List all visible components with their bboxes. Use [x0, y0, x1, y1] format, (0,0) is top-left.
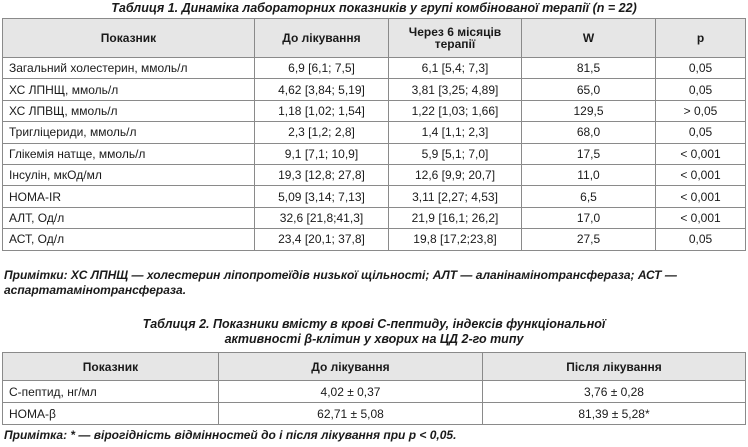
cell-indicator: ХС ЛПНЩ, ммоль/л — [3, 79, 255, 100]
cell-p: < 0,001 — [656, 207, 746, 228]
cell-p: < 0,001 — [656, 186, 746, 207]
cell-before: 2,3 [1,2; 2,8] — [255, 122, 389, 143]
cell-after: 1,22 [1,03; 1,66] — [389, 100, 522, 121]
table-row — [3, 79, 746, 100]
cell-before: 4,02 ± 0,37 — [219, 381, 483, 403]
lab-dynamics-table — [2, 18, 746, 251]
table1-header-row — [3, 19, 746, 58]
cell-indicator: АЛТ, Од/л — [3, 207, 255, 228]
header-after-6-months: Через 6 місяців терапії — [389, 19, 522, 58]
cell-after: 12,6 [9,9; 20,7] — [389, 164, 522, 185]
table2-title: Таблиця 2. Показники вмісту в крові С-пептиду, індексів функціональної активності β-клітин у хворих на ЦД 2-го типу — [142, 317, 606, 346]
cell-w: 17,0 — [522, 207, 656, 228]
cell-indicator: HOMA-β — [3, 403, 219, 425]
cell-after: 21,9 [16,1; 26,2] — [389, 207, 522, 228]
cell-w: 65,0 — [522, 79, 656, 100]
table-row — [3, 100, 746, 121]
cell-w: 11,0 — [522, 164, 656, 185]
header-indicator: Показник — [3, 353, 219, 381]
cell-p: 0,05 — [656, 229, 746, 250]
cell-after: 3,76 ± 0,28 — [483, 381, 746, 403]
cell-w: 27,5 — [522, 229, 656, 250]
cell-after: 3,81 [3,25; 4,89] — [389, 79, 522, 100]
cell-w: 81,5 — [522, 58, 656, 79]
cell-before: 23,4 [20,1; 37,8] — [255, 229, 389, 250]
cell-before: 5,09 [3,14; 7,13] — [255, 186, 389, 207]
cell-indicator: Тригліцериди, ммоль/л — [3, 122, 255, 143]
cell-before: 6,9 [6,1; 7,5] — [255, 58, 389, 79]
header-indicator: Показник — [3, 19, 255, 58]
cell-w: 17,5 — [522, 143, 656, 164]
table2-header-row — [3, 353, 746, 381]
table-row — [3, 207, 746, 228]
cell-before: 1,18 [1,02; 1,54] — [255, 100, 389, 121]
table-row — [3, 229, 746, 250]
cell-w: 129,5 — [522, 100, 656, 121]
cell-after: 19,8 [17,2;23,8] — [389, 229, 522, 250]
table1-title: Таблиця 1. Динаміка лабораторних показників у групі комбінованої терапії (n = 22) — [111, 1, 637, 15]
table-row — [3, 122, 746, 143]
cell-w: 6,5 — [522, 186, 656, 207]
cell-after: 3,11 [2,27; 4,53] — [389, 186, 522, 207]
header-w: W — [522, 19, 656, 58]
table-row — [3, 143, 746, 164]
header-p: p — [656, 19, 746, 58]
cell-indicator: Загальний холестерин, ммоль/л — [3, 58, 255, 79]
cell-indicator: Глікемія натще, ммоль/л — [3, 143, 255, 164]
header-before: До лікування — [255, 19, 389, 58]
cell-indicator: HOMA-IR — [3, 186, 255, 207]
table-row — [3, 164, 746, 185]
cell-before: 19,3 [12,8; 27,8] — [255, 164, 389, 185]
table-row — [3, 186, 746, 207]
cell-before: 32,6 [21,8;41,3] — [255, 207, 389, 228]
cell-after: 81,39 ± 5,28* — [483, 403, 746, 425]
cell-p: 0,05 — [656, 122, 746, 143]
cell-before: 9,1 [7,1; 10,9] — [255, 143, 389, 164]
cell-p: 0,05 — [656, 58, 746, 79]
cell-after: 5,9 [5,1; 7,0] — [389, 143, 522, 164]
cell-w: 68,0 — [522, 122, 656, 143]
table-row — [3, 403, 746, 425]
cell-p: < 0,001 — [656, 164, 746, 185]
cell-after: 6,1 [5,4; 7,3] — [389, 58, 522, 79]
cell-indicator: Інсулін, мкОд/мл — [3, 164, 255, 185]
cell-p: > 0,05 — [656, 100, 746, 121]
table-row — [3, 58, 746, 79]
table1-footnote: Примітки: ХС ЛПНЩ — холестерин ліпопротеїдів низької щільності; АЛТ — аланінамінотрансфераза; АСТ — аспартатамінотрансфераза. — [4, 268, 677, 297]
cell-p: < 0,001 — [656, 143, 746, 164]
header-after: Після лікування — [483, 353, 746, 381]
cell-indicator: С-пептид, нг/мл — [3, 381, 219, 403]
cell-after: 1,4 [1,1; 2,3] — [389, 122, 522, 143]
table-row — [3, 381, 746, 403]
cell-indicator: ХС ЛПВЩ, ммоль/л — [3, 100, 255, 121]
header-before: До лікування — [219, 353, 483, 381]
c-peptide-table — [2, 352, 746, 425]
cell-indicator: АСТ, Од/л — [3, 229, 255, 250]
table2-footnote: Примітка: * — вірогідність відмінностей до і після лікування при p < 0,05. — [4, 428, 457, 442]
cell-before: 4,62 [3,84; 5,19] — [255, 79, 389, 100]
cell-before: 62,71 ± 5,08 — [219, 403, 483, 425]
cell-p: 0,05 — [656, 79, 746, 100]
